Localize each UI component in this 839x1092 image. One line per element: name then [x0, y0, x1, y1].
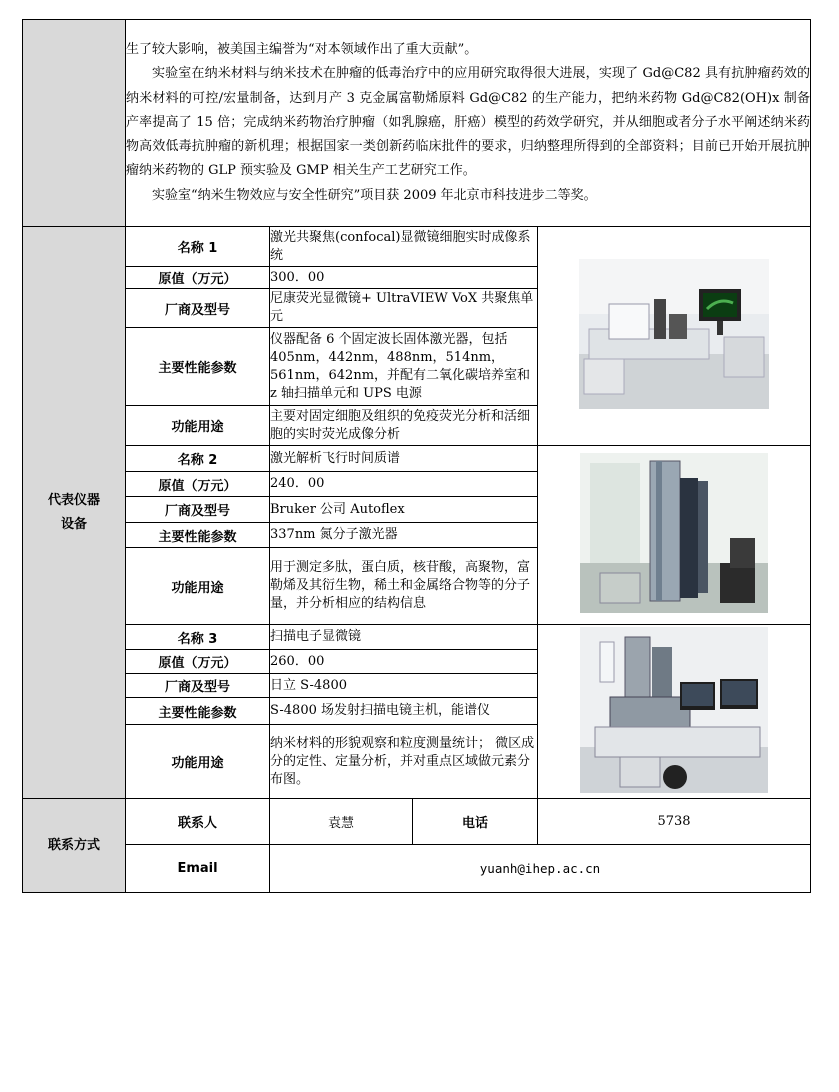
equipment-maker-3: 日立 S-4800	[270, 674, 538, 698]
intro-paragraph-1: 生了较大影响，被美国主编誉为“对本领域作出了重大贡献”。	[126, 41, 478, 57]
use-label-1: 功能用途	[126, 406, 270, 446]
use-label-2: 功能用途	[126, 548, 270, 625]
equipment-price-2: 240．00	[270, 472, 538, 497]
contact-email[interactable]: yuanh@ihep.ac.cn	[270, 845, 811, 893]
maker-label-2: 厂商及型号	[126, 497, 270, 523]
equipment-price-3: 260．00	[270, 650, 538, 674]
intro-side-cell	[23, 20, 126, 227]
intro-paragraph-2: 实验室在纳米材料与纳米技术在肿瘤的低毒治疗中的应用研究取得很大进展，实现了 Gd@C82 具有抗肿瘤药效的纳米材料的可控/宏量制备，达到月产 3 克金属富勒烯原料 Gd@C82 的生产能力，把纳米药物 Gd@C82(OH)x 制备产率提高了 15 倍；完成纳米药物治疗肿瘤（如乳腺癌，肝癌）模型的药效学研究，并从细胞或者分子水平阐述纳米药物高效低毒抗肿瘤的新机理；根据国家一类创新药临床批件的要求，归纳整理所得到的全部资料；目前已开始开展抗肿瘤纳米药物的 GLP 预实验及 GMP 相关生产工艺研究工作。	[126, 66, 810, 179]
equipment-name-3: 扫描电子显微镜	[270, 625, 538, 650]
price-label-2: 原值（万元）	[126, 472, 270, 497]
contact-section-label: 联系方式	[23, 799, 126, 893]
mass-spectrometer-photo	[580, 453, 768, 613]
use-label-3: 功能用途	[126, 725, 270, 799]
equipment-section-label: 代表仪器设备	[23, 227, 126, 799]
params-label-3: 主要性能参数	[126, 698, 270, 725]
document-table	[22, 19, 811, 893]
maker-label-1: 厂商及型号	[126, 289, 270, 328]
contact-phone: 5738	[538, 799, 811, 845]
equipment-use-2: 用于测定多肽，蛋白质，核苷酸，高聚物，富勒烯及其衍生物，稀土和金属络合物等的分子量，并分析相应的结构信息	[270, 548, 538, 625]
sem-photo	[580, 627, 768, 793]
equipment-photo-cell-2	[538, 446, 811, 625]
equipment-name-1: 激光共聚焦(confocal)显微镜细胞实时成像系统	[270, 227, 538, 267]
maker-label-3: 厂商及型号	[126, 674, 270, 698]
confocal-microscope-photo	[579, 259, 769, 409]
equipment-price-1: 300．00	[270, 267, 538, 289]
equipment-params-2: 337nm 氮分子激光器	[270, 523, 538, 548]
equipment-photo-cell-1	[538, 227, 811, 446]
params-label-1: 主要性能参数	[126, 328, 270, 406]
intro-paragraph-3: 实验室“纳米生物效应与安全性研究”项目获 2009 年北京市科技进步二等奖。	[152, 187, 597, 203]
contact-email-label: Email	[126, 845, 270, 893]
equipment-name-2: 激光解析飞行时间质谱	[270, 446, 538, 472]
equipment-photo-cell-3	[538, 625, 811, 799]
contact-person: 袁慧	[270, 799, 413, 845]
equipment-use-3: 纳米材料的形貌观察和粒度测量统计； 微区成分的定性、定量分析，并对重点区域做元素分布图。	[270, 725, 538, 799]
params-label-2: 主要性能参数	[126, 523, 270, 548]
contact-person-label: 联系人	[126, 799, 270, 845]
name-label-1: 名称 1	[126, 227, 270, 267]
intro-text-cell	[126, 20, 811, 227]
equipment-params-3: S-4800 场发射扫描电镜主机，能谱仪	[270, 698, 538, 725]
equipment-maker-1: 尼康荧光显微镜+ UltraVIEW VoX 共聚焦单元	[270, 289, 538, 328]
equipment-params-1: 仪器配备 6 个固定波长固体激光器，包括 405nm，442nm，488nm，514nm，561nm，642nm，并配有二氧化碳培养室和 z 轴扫描单元和 UPS 电源	[270, 328, 538, 406]
name-label-2: 名称 2	[126, 446, 270, 472]
price-label-3: 原值（万元）	[126, 650, 270, 674]
equipment-maker-2: Bruker 公司 Autoflex	[270, 497, 538, 523]
equipment-use-1: 主要对固定细胞及组织的免疫荧光分析和活细胞的实时荧光成像分析	[270, 406, 538, 446]
contact-phone-label: 电话	[413, 799, 538, 845]
name-label-3: 名称 3	[126, 625, 270, 650]
price-label-1: 原值（万元）	[126, 267, 270, 289]
